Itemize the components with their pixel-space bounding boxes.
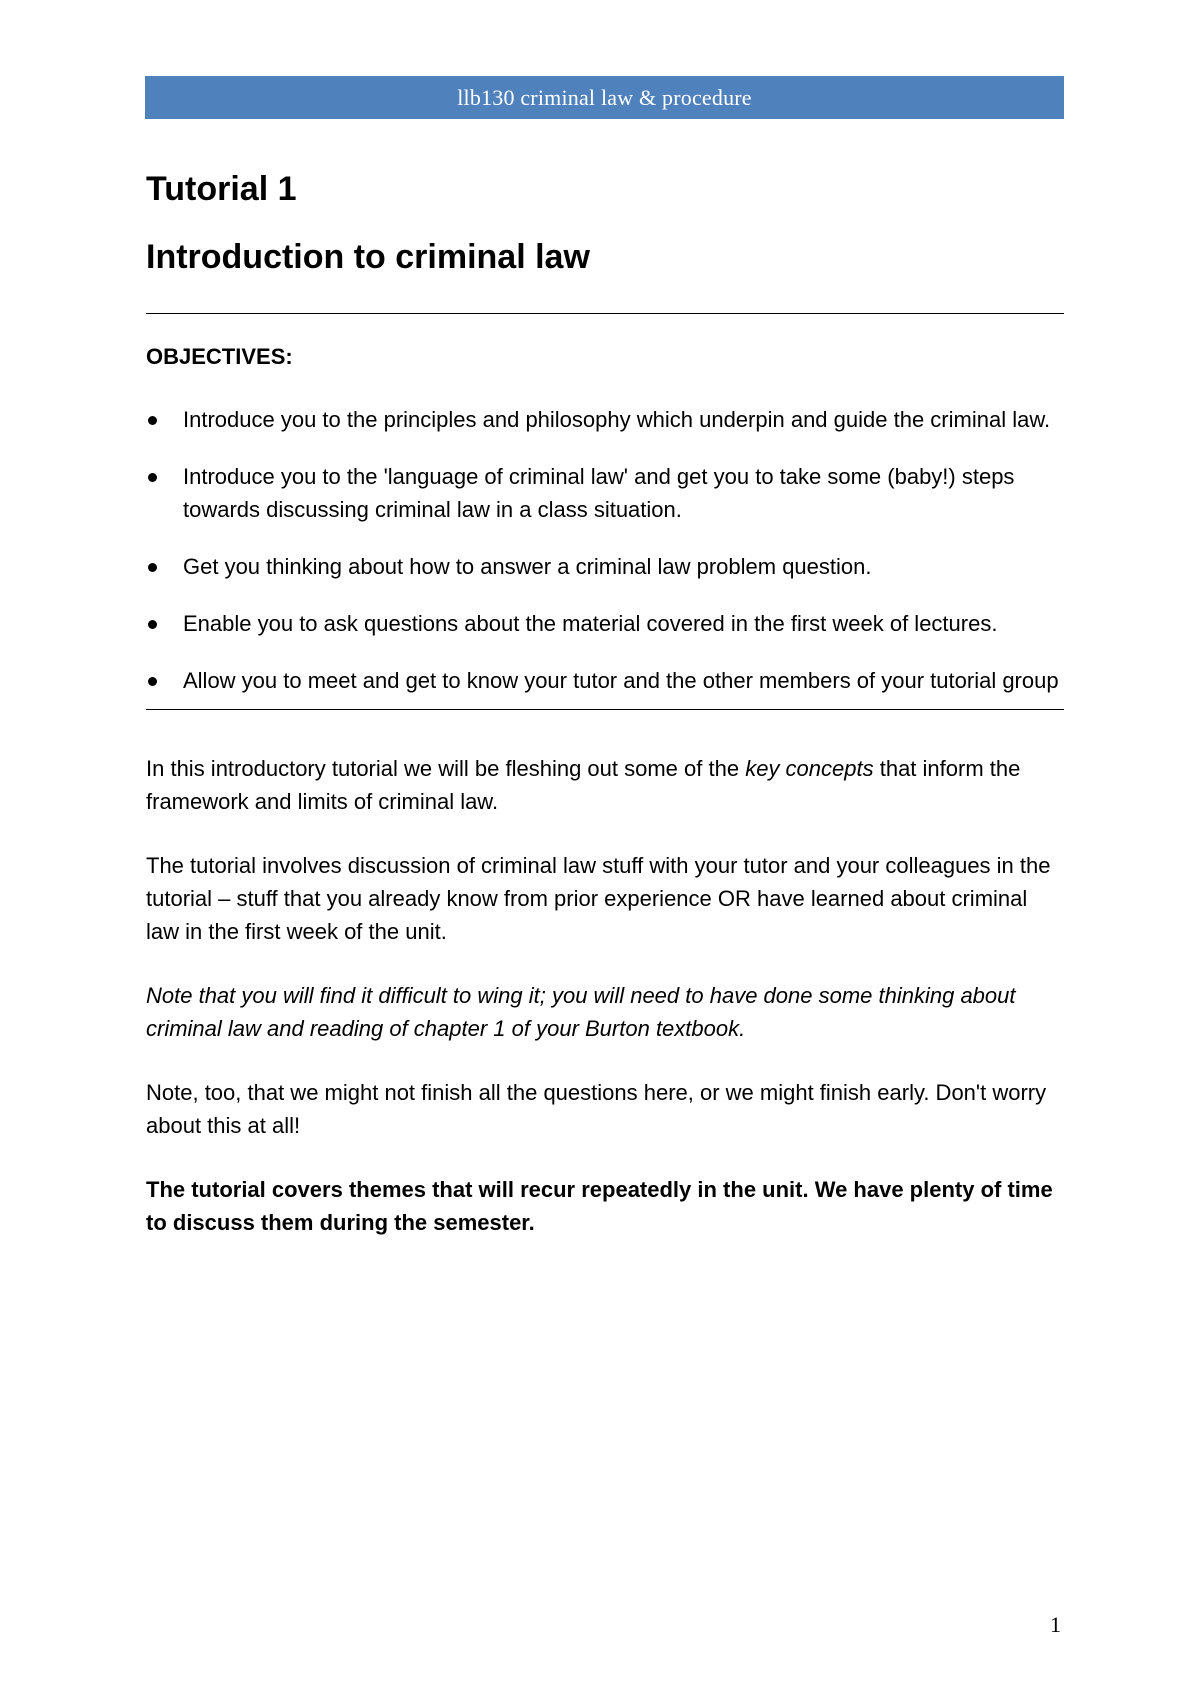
tutorial-title-heading: Introduction to criminal law [146,238,590,276]
themes-note: The tutorial covers themes that will recur repeatedly in the unit. We have plenty of time to discuss them during the semester. [146,1177,1053,1235]
bullet-icon [148,416,157,425]
document-content [146,160,1064,1239]
bullet-icon [148,473,157,482]
intro-text-end: that inform the framework and limits of criminal law. [146,756,1021,814]
key-concepts-emphasis: key concepts [745,756,874,781]
objectives-list [146,403,1064,697]
bullet-icon [148,563,157,572]
course-header-band [145,76,1064,119]
objective-item [146,403,1064,436]
divider-bottom [146,709,1064,710]
pacing-note: Note, too, that we might not finish all the questions here, or we might finish early. Don't worry about this at all! [146,1080,1047,1138]
objective-item [146,460,1064,526]
objective-text: Allow you to meet and get to know your tutor and the other members of your tutorial group [183,668,1059,693]
intro-text-start: In this introductory tutorial we will be fleshing out some of the [146,756,746,781]
preparation-note: Note that you will find it difficult to wing it; you will need to have done some thinking about criminal law and reading of chapter 1 of your Burton textbook. [146,983,1016,1041]
objective-text: Introduce you to the principles and philosophy which underpin and guide the criminal law. [183,407,1051,432]
objective-item [146,550,1064,583]
divider-top [146,313,1064,314]
course-label: llb130 criminal law & procedure [457,84,752,110]
bullet-icon [148,677,157,686]
tutorial-number-heading: Tutorial 1 [146,170,297,208]
objective-text: Introduce you to the 'language of criminal law' and get you to take some (baby!) steps towards discussing criminal law in a class situation. [183,464,1015,522]
objective-item [146,664,1064,697]
intro-paragraph [146,752,1064,818]
discussion-paragraph: The tutorial involves discussion of criminal law stuff with your tutor and your colleagues in the tutorial – stuff that you already know from prior experience OR have learned about criminal law in the first week of the unit. [146,853,1051,944]
objective-text: Get you thinking about how to answer a criminal law problem question. [183,554,872,579]
bullet-icon [148,620,157,629]
page-number: 1 [1050,1612,1061,1637]
objective-item [146,607,1064,640]
objective-text: Enable you to ask questions about the material covered in the first week of lectures. [183,611,998,636]
objectives-label: OBJECTIVES: [146,344,293,369]
